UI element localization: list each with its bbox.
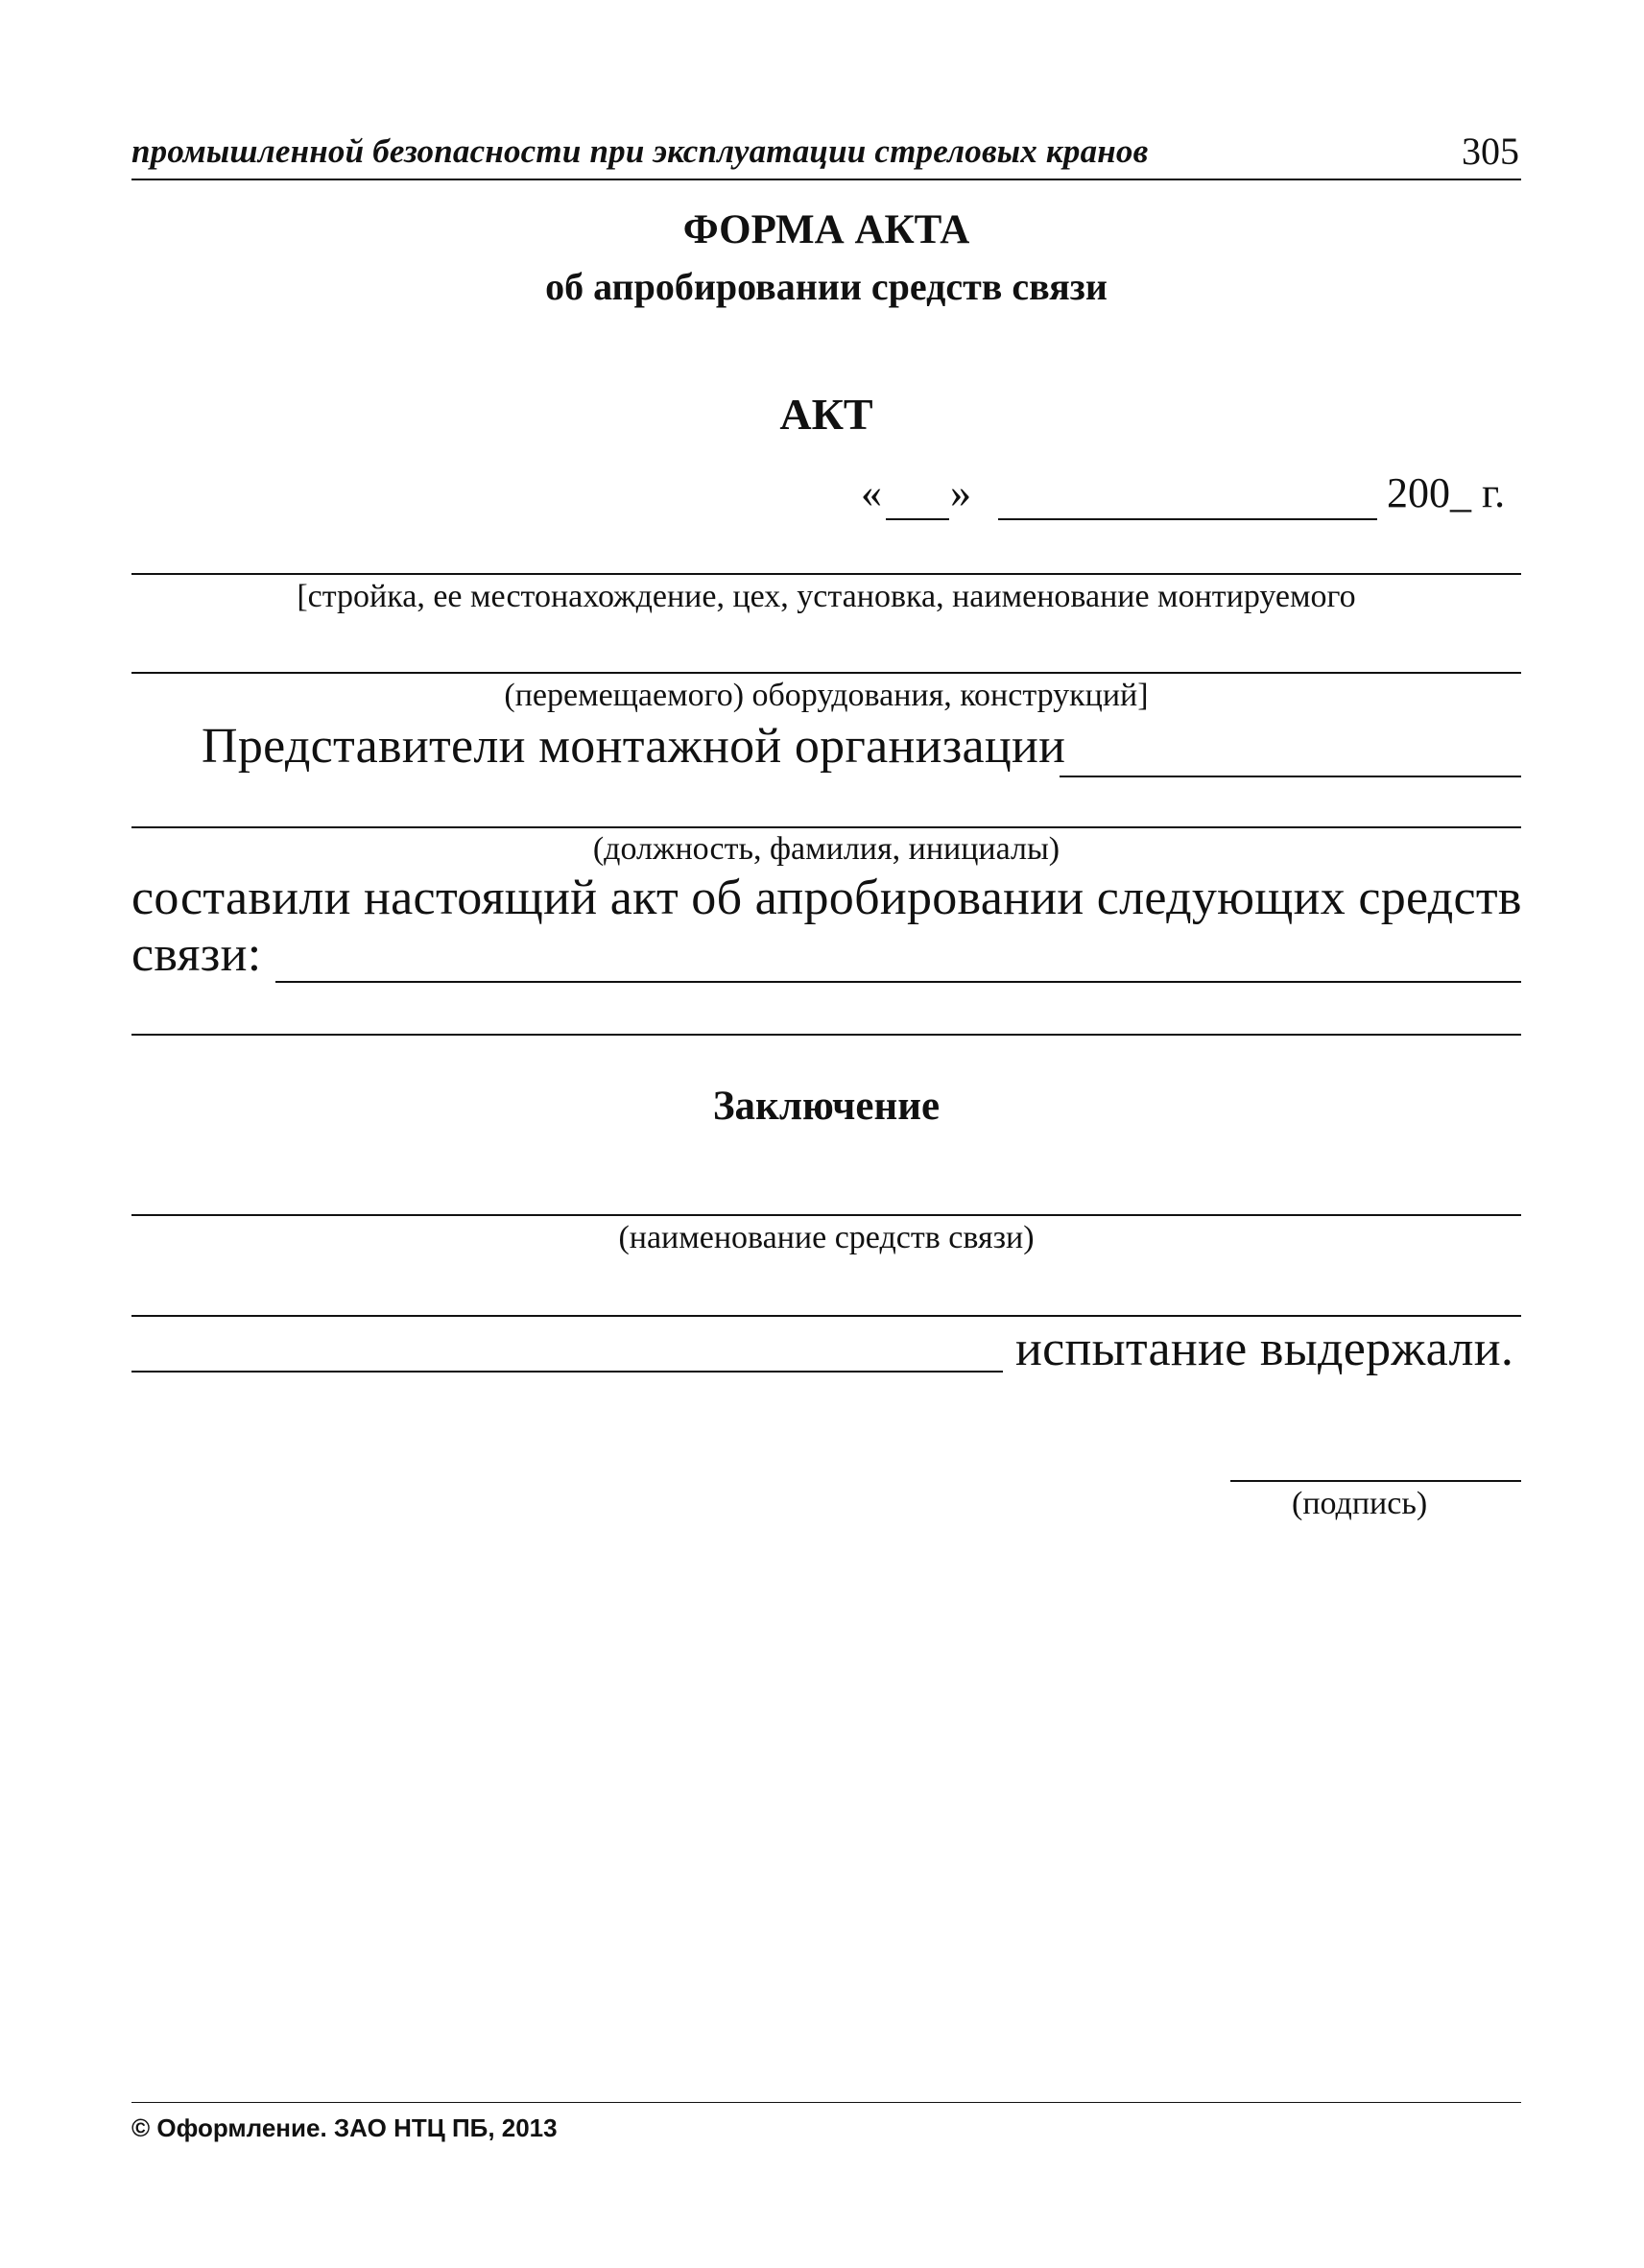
passed-text: испытание выдержали. (1015, 1322, 1514, 1376)
form-title: ФОРМА АКТА (682, 207, 970, 252)
caption-site: [стройка, ее местонахождение, цех, установка, наименование монтируемого (297, 579, 1356, 614)
site-blank-line (131, 573, 1521, 575)
statement-line-1: составили настоящий акт об апробировании следующих средств (131, 871, 1522, 925)
signature-blank (1230, 1480, 1521, 1482)
statement-line-2: связи: (131, 927, 262, 982)
conclusion-blank-line (131, 1214, 1521, 1216)
footer-rule (131, 2102, 1521, 2103)
form-subtitle: об апробировании средств связи (545, 265, 1108, 308)
equipment-blank-line (131, 672, 1521, 674)
caption-position: (должность, фамилия, инициалы) (592, 831, 1060, 867)
caption-equipment: (перемещаемого) оборудования, конструкций] (504, 678, 1149, 713)
representatives-blank (1060, 776, 1521, 777)
means-blank-line (131, 1034, 1521, 1036)
date-day-blank (886, 518, 949, 520)
caption-signature: (подпись) (1292, 1486, 1428, 1521)
act-title: АКТ (779, 390, 873, 439)
conclusion-blank-line-2 (131, 1315, 1521, 1317)
running-header: промышленной безопасности при эксплуатации стреловых кранов (131, 132, 1149, 170)
means-blank-inline (275, 981, 1521, 983)
position-blank-line (131, 826, 1521, 828)
date-close-quote: » (950, 469, 971, 516)
caption-means: (наименование средств связи) (618, 1220, 1035, 1255)
date-year: 200_ г. (1387, 469, 1506, 516)
passed-blank (131, 1371, 1003, 1373)
date-open-quote: « (861, 469, 882, 516)
date-month-blank (998, 518, 1377, 520)
conclusion-title: Заключение (712, 1084, 941, 1129)
header-rule (131, 179, 1521, 180)
copyright-notice: © Оформление. ЗАО НТЦ ПБ, 2013 (131, 2113, 558, 2142)
representatives-label: Представители монтажной организации (202, 719, 1066, 774)
page-number: 305 (1462, 130, 1519, 173)
